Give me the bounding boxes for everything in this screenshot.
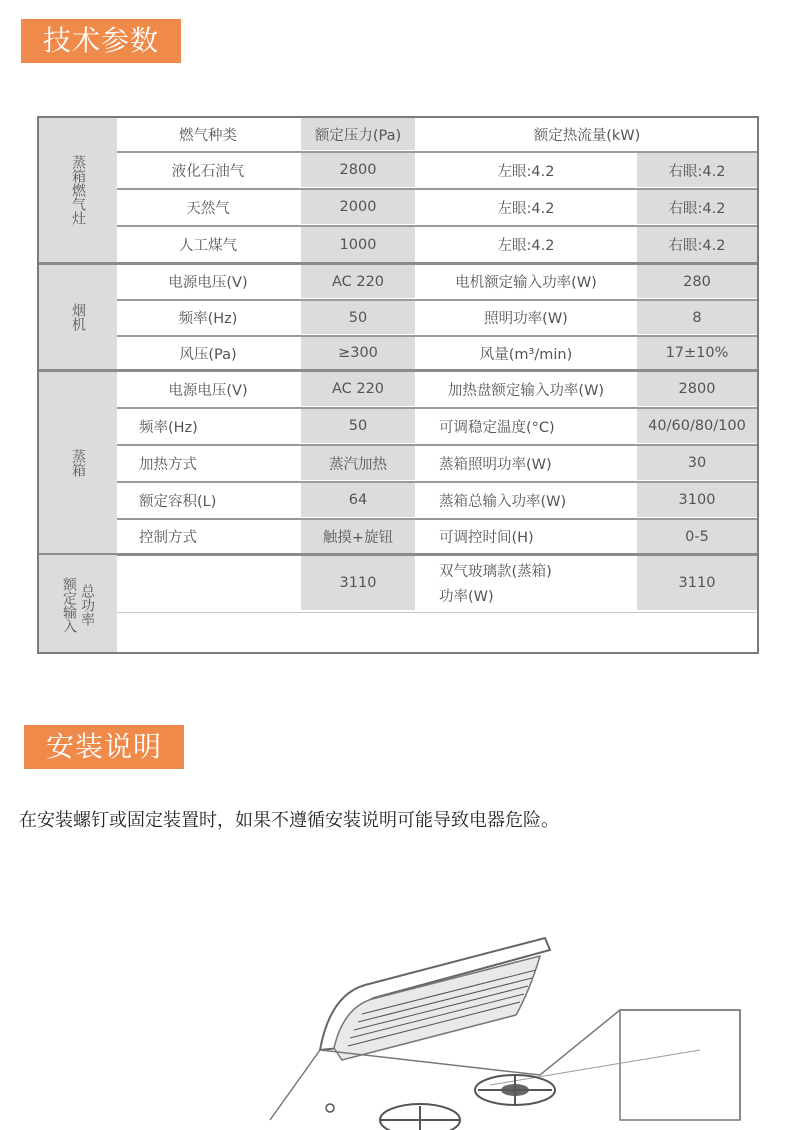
row-divider [117,481,757,483]
total-label-rated-input: 额定输入 [61,576,77,633]
stove-right-burner: 右眼:4.2 [637,227,757,262]
hood-param-label: 风压(Pa) [179,346,237,363]
steamer-param-label: 控制方式 [139,530,197,546]
row-divider [117,335,757,337]
group-label-total [39,555,117,654]
steamer-param-value: 50 [301,409,415,443]
steamer-param-label: 频率(Hz) [139,419,198,436]
stove-left-burner: 左眼:4.2 [497,163,555,180]
stove-left-burner: 左眼:4.2 [497,200,555,217]
stove-gas-type: 天然气 [186,200,230,217]
stove-hood-illustration [250,930,750,1130]
total-label-total-power: 总功率 [79,583,95,626]
steamer-param-label: 加热方式 [139,456,197,473]
hood-param-value: ≥300 [301,337,415,369]
row-divider [117,518,757,520]
hood-param-value: 8 [637,301,757,334]
stove-pressure: 1000 [301,227,415,262]
stove-right-burner: 右眼:4.2 [637,190,757,224]
stove-pressure: 2800 [301,153,415,187]
steamer-param-value: 触摸+旋钮 [301,520,415,553]
stove-gas-type: 人工煤气 [179,238,237,254]
stove-left-burner: 左眼:4.2 [497,238,555,254]
total-power-label-line1: 双气玻璃款(蒸箱) [439,564,552,580]
row-divider [117,151,757,153]
total-power-label [417,556,635,610]
header-gas-type: 燃气种类 [179,127,237,144]
row-divider [117,407,757,409]
hood-param-label: 照明功率(W) [484,311,568,327]
hood-param-label: 电源电压(V) [168,275,248,291]
header-heat-flow: 额定热流量(kW) [533,127,641,144]
steamer-param-value: AC 220 [301,372,415,406]
spec-section-title: 技术参数 [21,19,181,63]
stove-right-burner: 右眼:4.2 [637,153,757,187]
steamer-param-label: 蒸箱照明功率(W) [439,456,552,473]
group-label-stove: 蒸箱燃气灶 [39,118,117,262]
steamer-param-value: 3100 [637,483,757,517]
steamer-param-label: 可调稳定温度(°C) [439,419,555,436]
steamer-param-label: 加热盘额定输入功率(W) [447,382,605,399]
steamer-param-label: 电源电压(V) [168,382,248,399]
stove-pressure: 2000 [301,190,415,224]
steamer-param-value: 蒸汽加热 [301,446,415,480]
hood-param-value: 50 [301,301,415,334]
steamer-param-value: 64 [301,483,415,517]
header-rated-pressure: 额定压力(Pa) [301,118,415,150]
hood-param-label: 风量(m³/min) [479,346,573,363]
group-label-steamer: 蒸箱 [39,372,117,553]
steamer-param-label: 蒸箱总输入功率(W) [439,493,567,510]
steamer-param-label: 可调控时间(H) [439,530,534,546]
group-label-hood: 烟机 [39,265,117,369]
stove-gas-type: 液化石油气 [171,163,245,180]
spec-table [37,116,759,654]
total-power-value-1: 3110 [301,556,415,610]
steamer-param-label: 额定容积(L) [139,493,217,510]
row-divider [117,612,757,613]
hood-param-value: 280 [637,265,757,298]
row-divider [117,299,757,301]
steamer-param-value: 40/60/80/100 [637,409,757,443]
hood-param-label: 电机额定输入功率(W) [455,275,597,291]
steamer-param-value: 2800 [637,372,757,406]
steamer-param-value: 0-5 [637,520,757,553]
install-section-title: 安装说明 [24,725,184,769]
hood-param-value: 17±10% [637,337,757,369]
hood-param-label: 频率(Hz) [178,311,238,327]
total-power-value-2: 3110 [637,556,757,610]
row-divider [117,225,757,227]
hood-param-value: AC 220 [301,265,415,298]
install-warning-text: 在安装螺钉或固定装置时，如果不遵循安装说明可能导致电器危险。 [19,810,559,831]
steamer-param-value: 30 [637,446,757,480]
row-divider [117,188,757,190]
total-power-label-line2: 功率(W) [439,589,494,605]
row-divider [117,444,757,446]
